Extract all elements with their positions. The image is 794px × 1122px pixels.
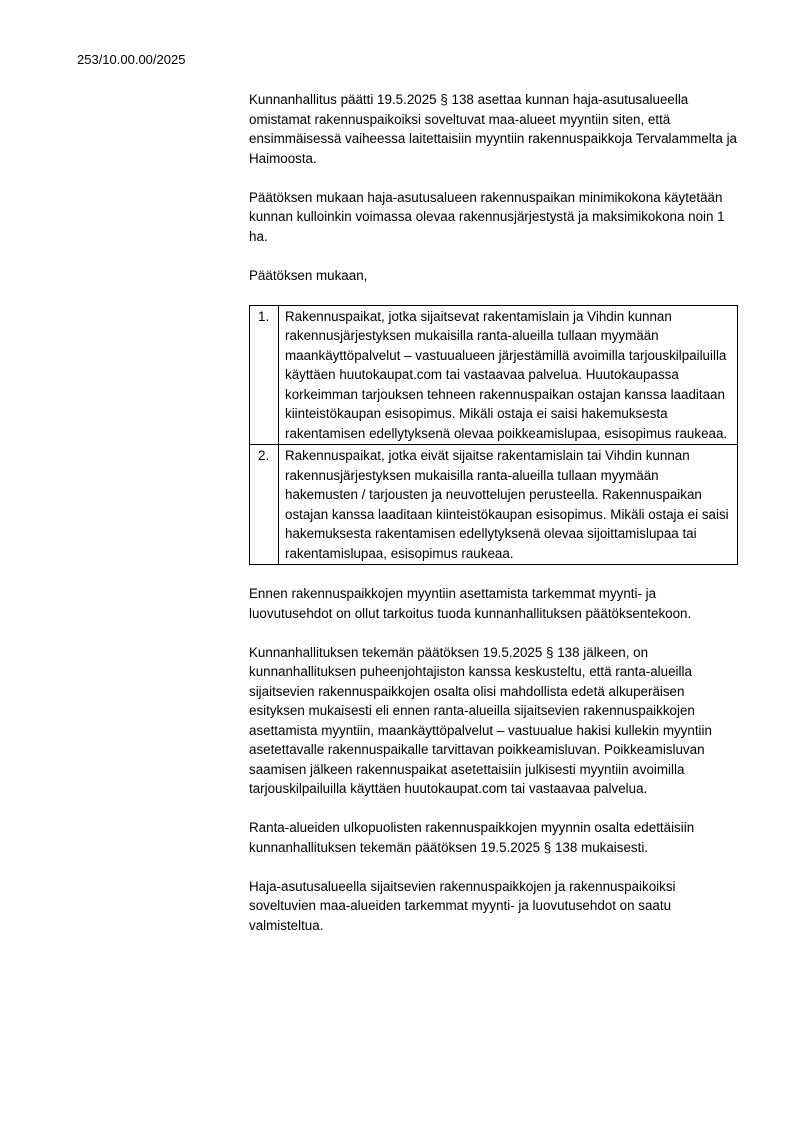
table-row xyxy=(250,305,738,445)
paragraph: Päätöksen mukaan haja-asutusalueen rakennuspaikan minimikokona käytetään kunnan kulloinkin voimassa olevaa rakennusjärjestystä ja maksimikokona noin 1 ha. xyxy=(249,189,725,244)
paragraph: Haja-asutusalueella sijaitsevien rakennuspaikkojen ja rakennuspaikoiksi soveltuvien maa-alueiden tarkemmat myynti- ja luovutusehdot on saatu valmisteltua. xyxy=(249,878,676,933)
item-number: 2. xyxy=(250,445,279,565)
paragraph: Päätöksen mukaan, xyxy=(249,267,368,283)
item-text: Rakennuspaikat, jotka eivät sijaitse rakentamislain tai Vihdin kunnan rakennusjärjestyksen mukaisilla ranta-alueilla tullaan myymään hakemusten / tarjousten ja neuvottelujen perusteella. Rakennuspaikan ostajan kanssa laaditaan kiinteistökaupan esisopimus. Mikäli ostaja ei saisi hakemuksesta rakentamisen edellytyksenä olevaa sijoittamislupaa tai rakentamislupaa, esisopimus raukeaa. xyxy=(279,445,738,565)
document-reference-number: 253/10.00.00/2025 xyxy=(77,52,186,67)
document-body xyxy=(249,90,739,955)
paragraph: Kunnanhallitus päätti 19.5.2025 § 138 asettaa kunnan haja-asutusalueella omistamat rakennuspaikoiksi soveltuvat maa-alueet myyntiin siten, että ensimmäisessä vaiheessa laitettaisiin myyntiin rakennuspaikkoja Tervalammelta ja Haimoosta. xyxy=(249,92,737,166)
table-row xyxy=(250,445,738,565)
item-text: Rakennuspaikat, jotka sijaitsevat rakentamislain ja Vihdin kunnan rakennusjärjestyksen mukaisilla ranta-alueilla tullaan myymään maankäyttöpalvelut – vastuualueen järjestämillä avoimilla tarjouskilpailuilla käyttäen huutokaupat.com tai vastaavaa palvelua. Huutokaupassa korkeimman tarjouksen tehneen rakennuspaikan ostajan kanssa laaditaan kiinteistökaupan esisopimus. Mikäli ostaja ei saisi hakemuksesta rakentamisen edellytyksenä olevaa poikkeamislupaa, esisopimus raukeaa. xyxy=(279,305,738,445)
decision-items-table xyxy=(249,305,738,566)
item-number: 1. xyxy=(250,305,279,445)
paragraph: Ennen rakennuspaikkojen myyntiin asettamista tarkemmat myynti- ja luovutusehdot on ollut tarkoitus tuoda kunnanhallituksen päätöksentekoon. xyxy=(249,586,692,621)
paragraph: Kunnanhallituksen tekemän päätöksen 19.5.2025 § 138 jälkeen, on kunnanhallituksen puheenjohtajiston kanssa keskusteltu, että ranta-alueilla sijaitsevien rakennuspaikkojen osalta olisi mahdollista edetä alkuperäisen esityksen mukaisesti eli ennen ranta-alueilla sijaitsevien rakennuspaikkojen asettamista myyntiin, maankäyttöpalvelut – vastuualue hakisi kullekin myyntiin asetettavalle rakennuspaikalle tarvittavan poikkeamisluvan. Poikkeamisluvan saamisen jälkeen rakennuspaikat asetettaisiin julkisesti myyntiin avoimilla tarjouskilpailuilla käyttäen huutokaupat.com tai vastaavaa palvelua. xyxy=(249,644,712,796)
paragraph: Ranta-alueiden ulkopuolisten rakennuspaikkojen myynnin osalta edettäisiin kunnanhallituksen tekemän päätöksen 19.5.2025 § 138 mukaisesti. xyxy=(249,820,695,855)
